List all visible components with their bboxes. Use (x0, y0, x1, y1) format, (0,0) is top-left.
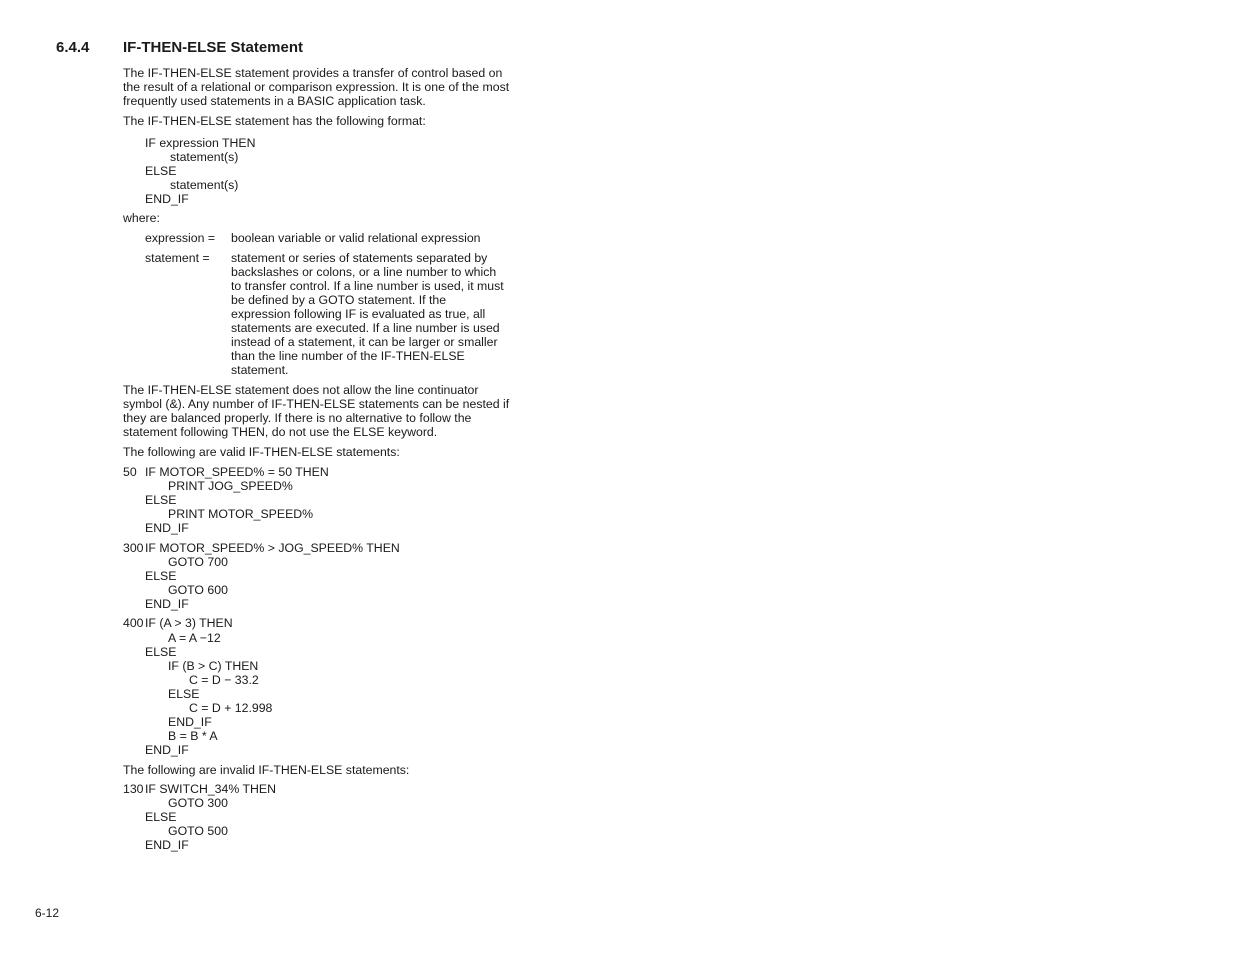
code-line: C = D + 12.998 (189, 701, 273, 715)
code-line: GOTO 300 (168, 796, 228, 810)
definition-desc: statement or series of statements separated by backslashes or colons, or a line number to which to transfer control. If a line number is used, it must be defined by a GOTO statement. If the expression following IF is evaluated as true, all statements are executed. If a line number is used instead of a statement, it can be larger or smaller than the line number of the IF-THEN-ELSE statement. (231, 251, 504, 377)
intro-paragraph: The IF-THEN-ELSE statement provides a transfer of control based on the result of a relational or comparison expression. It is one of the most frequently used statements in a BASIC application task. (123, 66, 510, 108)
definition-term: expression = (145, 231, 216, 245)
code-line: ELSE (145, 569, 177, 583)
invalid-intro: The following are invalid IF-THEN-ELSE statements: (123, 763, 410, 777)
code-line: END_IF (145, 597, 189, 611)
page-number: 6-12 (35, 906, 60, 920)
section-number: 6.4.4 (56, 39, 90, 56)
format-line: END_IF (145, 192, 189, 206)
code-line: IF (B > C) THEN (168, 659, 259, 673)
code-line: IF MOTOR_SPEED% > JOG_SPEED% THEN (145, 541, 400, 555)
code-line: PRINT JOG_SPEED% (168, 479, 293, 493)
code-line: C = D − 33.2 (189, 673, 259, 687)
code-line: END_IF (168, 715, 212, 729)
code-line: IF SWITCH_34% THEN (145, 782, 276, 796)
where-label: where: (123, 211, 160, 225)
valid-intro: The following are valid IF-THEN-ELSE statements: (123, 445, 400, 459)
section-heading (56, 39, 303, 56)
line-number: 50 (123, 465, 137, 479)
format-line: IF expression THEN (145, 136, 256, 150)
code-line: END_IF (145, 838, 189, 852)
code-line: PRINT MOTOR_SPEED% (168, 507, 314, 521)
format-line: statement(s) (170, 178, 239, 192)
code-line: END_IF (145, 521, 189, 535)
code-line: ELSE (145, 645, 177, 659)
code-line: GOTO 600 (168, 583, 228, 597)
code-line: GOTO 500 (168, 824, 228, 838)
code-line: ELSE (145, 810, 177, 824)
definition-desc: boolean variable or valid relational expression (231, 231, 481, 245)
format-line: statement(s) (170, 150, 239, 164)
line-number: 300 (123, 541, 144, 555)
code-line: END_IF (145, 743, 189, 757)
code-line: IF (A > 3) THEN (145, 616, 233, 630)
code-line: GOTO 700 (168, 555, 228, 569)
definition-term: statement = (145, 251, 210, 265)
code-line: A = A −12 (168, 631, 221, 645)
format-line: ELSE (145, 164, 177, 178)
line-number: 400 (123, 616, 144, 630)
continuator-note: The IF-THEN-ELSE statement does not allow the line continuator symbol (&). Any number of IF-THEN-ELSE statements can be nested if they are balanced properly. If there is no alternative to follow the statement following THEN, do not use the ELSE keyword. (123, 383, 510, 439)
code-line: IF MOTOR_SPEED% = 50 THEN (145, 465, 329, 479)
format-intro: The IF-THEN-ELSE statement has the following format: (123, 114, 426, 128)
section-title: IF-THEN-ELSE Statement (123, 39, 304, 56)
code-line: ELSE (145, 493, 177, 507)
code-line: B = B * A (168, 729, 218, 743)
line-number: 130 (123, 782, 144, 796)
code-line: ELSE (168, 687, 200, 701)
